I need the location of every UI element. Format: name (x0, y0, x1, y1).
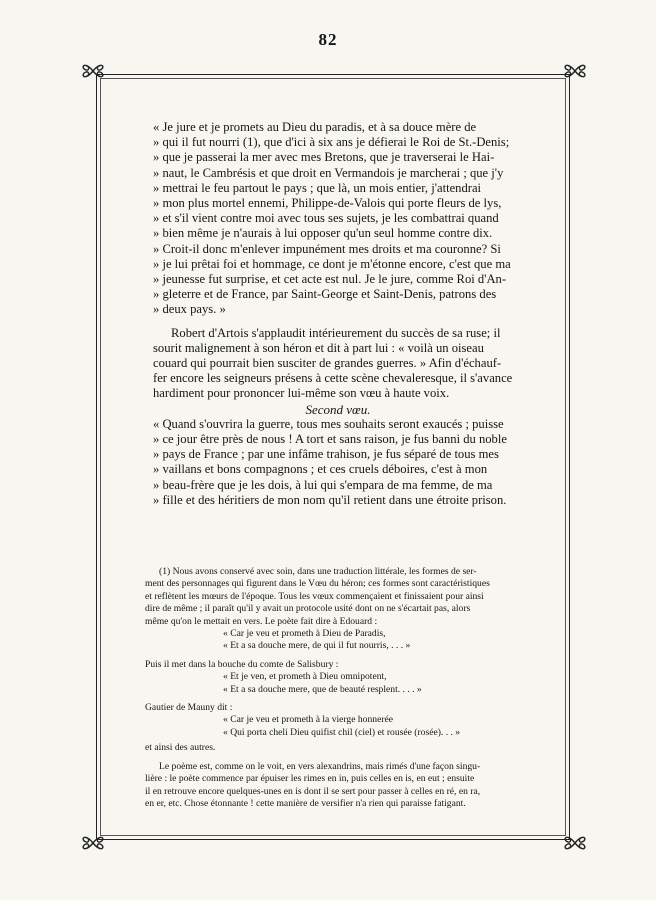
text-line: » fille et des héritiers de mon nom qu'il retient dans une étroite prison. (153, 492, 507, 507)
footnote-salisbury-lead: Puis il met dans la bouche du comte de Salisbury : (145, 658, 339, 670)
footnote-line: Le poème est, comme on le voit, en vers alexandrins, mais rimés d'une façon singu- (159, 760, 481, 772)
text-line: » jeunesse fut surprise, et cet acte est nul. Je le jure, comme Roi d'An- (153, 272, 507, 287)
text-line: sourit malignement à son héron et dit à part lui : « voilà un oiseau (153, 340, 484, 355)
text-line: » je lui prêtai foi et hommage, ce dont je m'étonne encore, c'est que ma (153, 256, 511, 271)
verse-line: « Et je ven, et prometh à Dieu omnipotent, (223, 671, 387, 683)
robert-paragraph (153, 326, 523, 402)
footnote-line: lière : le poète commence par épuiser les rimes en in, puis celles en is, en eut ; ensuite (145, 773, 475, 785)
text-line: » vaillans et bons compagnons ; et ces cruels déboires, c'est à mon (153, 462, 488, 477)
footnote-line: il en retrouve encore quelques-unes en is dont il se sert pour passer à celles en ré, en ra, (145, 785, 481, 797)
edward-vow-paragraph (153, 120, 523, 318)
verse-line: « Car je veu et prometh à Dieu de Paradis, (223, 628, 386, 640)
second-vow-paragraph (153, 417, 523, 508)
corner-ornament-icon (562, 830, 588, 856)
text-line: » gleterre et de France, par Saint-George et Saint-Denis, patrons des (153, 287, 497, 302)
footnote-verse-mauny (145, 714, 523, 739)
verse-line: « Et a sa douche mere, de qui il fut nourris, . . . » (223, 640, 411, 652)
footnote-verse-edward (145, 628, 523, 653)
text-line: » Croit-il donc m'enlever impunément mes droits et ma couronne? Si (153, 241, 501, 256)
footnote-intro (145, 566, 523, 628)
text-line: couard qui pourrait bien susciter de grandes guerres. » Afin d'échauf- (153, 356, 502, 371)
text-line: fer encore les seigneurs présens à cette scène chevaleresque, il s'avance (153, 371, 513, 386)
footnote-line: ment des personnages qui figurent dans le Vœu du héron; ces formes sont caractéristiques (145, 578, 490, 590)
text-line: » naut, le Cambrésis et que droit en Vermandois je marcherai ; que j'y (153, 165, 504, 180)
verse-line: « Et a sa douche mere, que de beauté resplent. . . . » (223, 683, 422, 695)
footnote-line: dire de même ; il paraît qu'il y avait un protocole usité dont on ne s'écartait pas, alors (145, 603, 471, 615)
text-line: » pays de France ; par une infâme trahison, je fus séparé de tous mes (153, 447, 499, 462)
footnote-and-others: et ainsi des autres. (145, 742, 216, 754)
text-line: » et s'il vient contre moi avec tous ses sujets, je les combattrai quand (153, 211, 499, 226)
text-line: » beau-frère que je les dois, à lui qui s'empara de ma femme, de ma (153, 477, 493, 492)
footnote-mauny-lead: Gautier de Mauny dit : (145, 702, 233, 714)
text-line: « Quand s'ouvrira la guerre, tous mes souhaits seront exaucés ; puisse (153, 416, 504, 431)
text-line: » mettrai le feu partout le pays ; que là, un mois entier, j'attendrai (153, 180, 482, 195)
text-line: Robert d'Artois s'applaudit intérieurement du succès de sa ruse; il (171, 325, 501, 340)
text-line: hardiment pour prononcer lui-même son vœu à haute voix. (153, 386, 450, 401)
text-line: » que je passerai la mer avec mes Bretons, que je traverserai le Hai- (153, 150, 495, 165)
footnote-line: et reflètent les mœurs de l'époque. Tous les vœux commençaient et finissaient pour ainsi (145, 590, 484, 602)
corner-ornament-icon (562, 58, 588, 84)
footnote-line: (1) Nous avons conservé avec soin, dans une traduction littérale, les formes de ser- (159, 566, 477, 577)
text-line: » bien même je n'aurais à lui opposer qu'un seul homme contre dix. (153, 226, 493, 241)
verse-line: « Qui porta cheli Dieu quifist chil (ciel) et rousée (rosée). . . » (223, 726, 461, 738)
text-line: » qui il fut nourri (1), que d'ici à six ans je défierai le Roi de St.-Denis; (153, 135, 510, 150)
main-text (153, 120, 523, 508)
corner-ornament-icon (80, 830, 106, 856)
corner-ornament-icon (80, 58, 106, 84)
verse-line: « Car je veu et prometh à la vierge honnerée (223, 714, 394, 726)
text-line: » ce jour être près de nous ! A tort et sans raison, je fus banni du noble (153, 432, 507, 447)
page-number: 82 (318, 30, 338, 49)
footnote (145, 566, 523, 810)
section-heading: Second vœu. (305, 401, 371, 417)
text-line: » deux pays. » (153, 302, 226, 317)
footnote-verse-salisbury (145, 671, 523, 696)
footnote-line: même qu'on le mettait en vers. Le poète fait dire à Edouard : (145, 615, 378, 627)
text-line: » mon plus mortel ennemi, Philippe-de-Valois qui porte fleurs de lys, (153, 196, 502, 211)
text-line: « Je jure et je promets au Dieu du paradis, et à sa douce mère de (153, 120, 477, 134)
footnote-closing (145, 761, 523, 811)
footnote-line: en er, etc. Chose étonnante ! cette manière de versifier n'a rien qui paraisse fatigant. (145, 797, 466, 809)
